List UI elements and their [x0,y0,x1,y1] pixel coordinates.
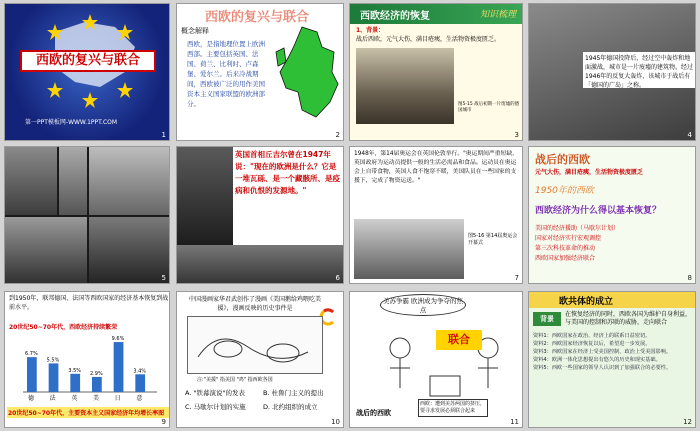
slide-body [356,26,521,44]
slide-subtitle: 概念解释 [181,27,209,35]
bar-category-label: 美 [93,395,100,402]
slide-text: 1948年，第14届奥运会在英国伦敦举行。"奥运期间严重短缺，英国政府为运动员提供一般的生活必需品和食品。运动员在奥运会上自带食物，英国人食不饱穿不暖，美国队员在一些国家的支援下，完成了物资运送。" [354,151,518,184]
slide-number: 4 [687,131,692,139]
slide-thumbnail-12[interactable] [528,291,696,428]
speech-bubble: 美苏争霸 欧洲成为争夺的焦点 [380,294,466,316]
slide-thumbnail-1[interactable] [4,3,170,141]
list-item: 资料5：西欧一些国家的领导人认识到了加强联合的必要性。 [533,365,672,371]
question-text: 中国漫画家华君武创作了漫画《美国鹅给鸡喂吃美援》，漫画反映的历史事件是 [188,296,321,312]
bar-category-label: 法 [49,395,56,402]
bar [92,377,102,392]
ruins-photo [89,217,170,284]
slide-text: 1945年德国投降后，经过空中轰炸和地面激战，城市是一片废墟的建筑物。经过1946年的反复大轰炸，该城市于战后有「德国的广岛」之称。 [583,52,695,88]
slide-title: 欧共体的成立 [559,297,614,307]
bar-value-label: 3.5% [68,367,82,374]
western-europe-map [272,22,342,122]
slide-thumbnail-7[interactable] [349,146,523,284]
growth-bar-chart [19,332,159,404]
slide-text: 到1950年，联邦德国、法国等西欧国家的经济基本恢复到战前水平。 [9,295,169,311]
churchill-quote: 英国首相丘吉尔曾在1947年说："现在的欧洲是什么？它是一堆瓦砾、是一个藏骸所、是疫病和仇恨的发源地。" [235,150,340,195]
cartoon-note: 西欧：遭到美苏两国的挤压，要寻求发展必须联合起来 [418,399,488,417]
slide-question: 在恢复经济的同时，西欧各国为维护自身利益，与美国的控制和苏联的威胁，走向联合 [565,311,692,326]
chart-caption: 20世纪50~70年代，主要资本主义国家经济年均增长率图 [7,407,169,418]
answer-option[interactable]: B. 杜鲁门主义的提出 [263,389,324,397]
bar [114,342,124,392]
slide-thumbnail-8[interactable] [528,146,696,284]
slide-line: 美国的经济援助（马歇尔计划） [535,225,620,232]
ruins-photo [59,147,87,215]
slide-title: 西欧的复兴与联合 [20,50,156,72]
bar-category-label: 英 [71,395,78,402]
slide-thumbnail-9[interactable] [4,291,170,428]
slide-question: 西欧经济为什么得以基本恢复？ [535,206,662,216]
slide-number: 6 [335,274,340,282]
photo-caption: 图5-15 战后初期一片废墟的德国城市 [458,102,520,113]
ruined-city-photo [356,48,454,124]
answer-option[interactable]: C. 马歇尔计划的实施 [185,403,246,411]
slide-line: 元气大伤，满目疮痍，生活物资极度匮乏 [535,169,644,176]
photo-caption: 图5-16 第14届奥运会开幕式 [468,233,518,246]
bar [70,374,80,392]
slide-tag: 知识梳理 [479,10,516,20]
material-list [533,332,693,372]
slide-number: 3 [514,131,519,139]
bar-category-label: 日 [114,395,121,402]
slide-header [529,292,696,308]
slide-title: 战后的西欧 [535,153,590,166]
bar-value-label: 2.9% [90,370,103,377]
slide-number: 1 [161,131,166,139]
cartoon-caption: 战后的西欧 [356,409,391,417]
slide-title: 西欧的复兴与联合 [205,10,310,25]
list-item: 资料2：西欧国家经济恢复以后，希望进一步发展。 [533,341,651,347]
slide-line: 第三次科技革命的推动 [535,245,596,252]
slide-thumbnail-4[interactable] [528,3,696,141]
list-item: 资料4：欧洲一体化思想提出有悠久的历史和现实基础。 [533,357,661,363]
slide-subheading: 20世纪50~70年代，西欧经济持续繁荣 [9,324,118,331]
slide-thumbnail-3[interactable] [349,3,523,141]
cartoon-note: 注:"美援" 指美国 "鸡" 指西欧各国 [197,377,273,383]
slide-line: 国家对经济实行宏观调控 [535,235,602,242]
bar-value-label: 6.7% [25,351,38,358]
slide-thumbnail-11[interactable] [349,291,523,428]
slide-title: 西欧经济的恢复 [360,11,430,22]
churchill-portrait [177,147,233,245]
ruins-photo [177,245,344,284]
ruins-photo [5,217,87,284]
bar [27,357,37,392]
background-badge: 背景 [533,312,561,326]
slide-line: 西欧国家加强经济联合 [535,255,596,262]
slide-number: 2 [335,131,340,139]
slide-text: 战后西欧，元气大伤，满目疮痍，生活物资极度匮乏。 [356,36,501,43]
slide-heading: 1、背景： [356,27,385,34]
answer-option[interactable]: A. "铁幕演说"的发表 [185,389,245,397]
slide-thumbnail-10[interactable] [176,291,344,428]
slide-thumbnail-5[interactable] [4,146,170,284]
bar [135,374,145,392]
list-item: 资料1：西欧国家在政治、经济上的联系日益密切。 [533,333,651,339]
bar-value-label: 3.4% [133,368,147,375]
bar-category-label: 意 [136,395,143,402]
slide-thumbnail-6[interactable] [176,146,344,284]
olympics-photo [354,219,464,279]
slide-number: 8 [687,274,692,282]
bar-value-label: 5.5% [46,357,60,364]
slide-number: 7 [514,274,519,282]
slide-number: 12 [683,418,692,426]
slide-number: 11 [510,418,519,426]
bar-value-label: 9.6% [111,336,125,343]
slide-header [350,4,523,24]
slide-url: 第一PPT模板网-WWW.1PPT.COM [25,119,118,126]
slide-number: 10 [331,418,340,426]
slide-body: 西欧，是指地理位置上欧洲西部。主要包括英国、法国、荷兰、比利时、卢森堡、爱尔兰。后来冷战期间，西欧被广泛的用作美国资本主义国家联盟的欧洲部分。 [187,40,265,108]
bar [49,363,59,392]
slide-thumbnail-2[interactable] [176,3,344,141]
union-label: 联合 [436,330,482,350]
answer-option[interactable]: D. 北约组织的成立 [263,403,318,411]
slide-line: 1950年的西欧 [535,186,594,196]
ruins-photo [89,147,170,215]
bar-category-label: 德 [28,395,35,402]
ruins-photo [5,147,57,215]
slide-number: 5 [161,274,166,282]
list-item: 资料3：西欧国家在经济上受美国控制，政治上受美国影响。 [533,349,672,355]
slide-number: 9 [161,418,166,426]
cartoon-image [187,316,323,374]
